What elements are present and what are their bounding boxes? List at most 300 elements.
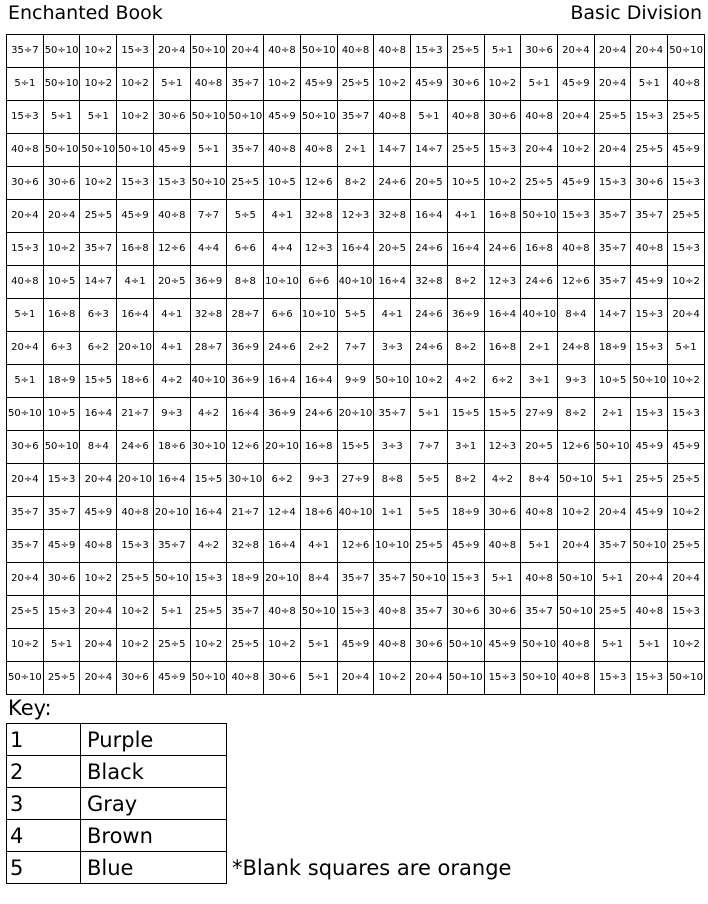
- grid-cell[interactable]: 25÷5: [43, 662, 80, 695]
- grid-cell[interactable]: 20÷4: [7, 464, 44, 497]
- grid-cell[interactable]: 6÷6: [300, 266, 337, 299]
- grid-cell[interactable]: 50÷10: [447, 662, 484, 695]
- grid-cell[interactable]: 18÷6: [300, 497, 337, 530]
- grid-cell[interactable]: 16÷8: [521, 233, 558, 266]
- grid-cell[interactable]: 16÷4: [447, 233, 484, 266]
- grid-cell[interactable]: 25÷5: [227, 167, 264, 200]
- grid-cell[interactable]: 50÷10: [153, 563, 190, 596]
- grid-cell[interactable]: 40÷8: [668, 68, 705, 101]
- grid-cell[interactable]: 5÷5: [337, 299, 374, 332]
- grid-cell[interactable]: 10÷2: [374, 662, 411, 695]
- grid-cell[interactable]: 5÷1: [594, 629, 631, 662]
- grid-cell[interactable]: 32÷8: [227, 530, 264, 563]
- grid-cell[interactable]: 20÷5: [411, 167, 448, 200]
- grid-cell[interactable]: 10÷2: [190, 629, 227, 662]
- grid-cell[interactable]: 24÷6: [411, 299, 448, 332]
- grid-cell[interactable]: 5÷1: [153, 596, 190, 629]
- grid-cell[interactable]: 50÷10: [631, 365, 668, 398]
- grid-cell[interactable]: 7÷7: [190, 200, 227, 233]
- grid-cell[interactable]: 45÷9: [264, 101, 301, 134]
- grid-cell[interactable]: 20÷4: [7, 332, 44, 365]
- grid-cell[interactable]: 25÷5: [668, 530, 705, 563]
- grid-cell[interactable]: 12÷6: [337, 530, 374, 563]
- grid-cell[interactable]: 15÷3: [631, 398, 668, 431]
- grid-cell[interactable]: 5÷1: [7, 299, 44, 332]
- grid-cell[interactable]: 4÷1: [447, 200, 484, 233]
- grid-cell[interactable]: 15÷3: [190, 563, 227, 596]
- grid-cell[interactable]: 20÷4: [558, 35, 595, 68]
- grid-cell[interactable]: 20÷4: [411, 662, 448, 695]
- grid-cell[interactable]: 32÷8: [411, 266, 448, 299]
- grid-cell[interactable]: 10÷2: [374, 68, 411, 101]
- grid-cell[interactable]: 35÷7: [7, 497, 44, 530]
- grid-cell[interactable]: 5÷1: [80, 101, 117, 134]
- grid-cell[interactable]: 24÷8: [558, 332, 595, 365]
- grid-cell[interactable]: 40÷8: [227, 662, 264, 695]
- grid-cell[interactable]: 45÷9: [117, 200, 154, 233]
- grid-cell[interactable]: 50÷10: [300, 35, 337, 68]
- grid-cell[interactable]: 40÷8: [264, 35, 301, 68]
- grid-cell[interactable]: 2÷2: [300, 332, 337, 365]
- grid-cell[interactable]: 50÷10: [190, 167, 227, 200]
- grid-cell[interactable]: 18÷9: [227, 563, 264, 596]
- grid-cell[interactable]: 20÷4: [668, 299, 705, 332]
- grid-cell[interactable]: 35÷7: [7, 35, 44, 68]
- grid-cell[interactable]: 15÷3: [668, 167, 705, 200]
- grid-cell[interactable]: 50÷10: [558, 563, 595, 596]
- grid-cell[interactable]: 50÷10: [43, 431, 80, 464]
- grid-cell[interactable]: 4÷1: [374, 299, 411, 332]
- grid-cell[interactable]: 10÷5: [594, 365, 631, 398]
- grid-cell[interactable]: 25÷5: [337, 68, 374, 101]
- grid-cell[interactable]: 50÷10: [43, 134, 80, 167]
- grid-cell[interactable]: 10÷2: [80, 167, 117, 200]
- grid-cell[interactable]: 15÷3: [558, 200, 595, 233]
- grid-cell[interactable]: 40÷8: [447, 101, 484, 134]
- grid-cell[interactable]: 10÷2: [558, 134, 595, 167]
- grid-cell[interactable]: 10÷2: [117, 596, 154, 629]
- grid-cell[interactable]: 10÷2: [264, 68, 301, 101]
- grid-cell[interactable]: 35÷7: [7, 530, 44, 563]
- grid-cell[interactable]: 50÷10: [558, 464, 595, 497]
- grid-cell[interactable]: 15÷3: [484, 134, 521, 167]
- grid-cell[interactable]: 10÷2: [117, 68, 154, 101]
- grid-cell[interactable]: 40÷10: [337, 497, 374, 530]
- grid-cell[interactable]: 20÷4: [594, 35, 631, 68]
- grid-cell[interactable]: 35÷7: [80, 233, 117, 266]
- grid-cell[interactable]: 40÷8: [558, 629, 595, 662]
- grid-cell[interactable]: 6÷2: [264, 464, 301, 497]
- grid-cell[interactable]: 8÷4: [558, 299, 595, 332]
- grid-cell[interactable]: 25÷5: [190, 596, 227, 629]
- grid-cell[interactable]: 10÷10: [374, 530, 411, 563]
- grid-cell[interactable]: 25÷5: [7, 596, 44, 629]
- grid-cell[interactable]: 45÷9: [300, 68, 337, 101]
- grid-cell[interactable]: 45÷9: [80, 497, 117, 530]
- grid-cell[interactable]: 25÷5: [631, 464, 668, 497]
- grid-cell[interactable]: 6÷3: [43, 332, 80, 365]
- grid-cell[interactable]: 50÷10: [80, 134, 117, 167]
- grid-cell[interactable]: 50÷10: [447, 629, 484, 662]
- grid-cell[interactable]: 15÷5: [484, 398, 521, 431]
- grid-cell[interactable]: 8÷2: [558, 398, 595, 431]
- grid-cell[interactable]: 50÷10: [521, 200, 558, 233]
- grid-cell[interactable]: 50÷10: [190, 35, 227, 68]
- grid-cell[interactable]: 24÷6: [117, 431, 154, 464]
- grid-cell[interactable]: 30÷6: [7, 431, 44, 464]
- grid-cell[interactable]: 30÷6: [153, 101, 190, 134]
- grid-cell[interactable]: 50÷10: [521, 662, 558, 695]
- grid-cell[interactable]: 30÷6: [43, 563, 80, 596]
- grid-cell[interactable]: 3÷3: [374, 431, 411, 464]
- grid-cell[interactable]: 10÷2: [484, 68, 521, 101]
- grid-cell[interactable]: 8÷4: [80, 431, 117, 464]
- grid-cell[interactable]: 20÷4: [668, 563, 705, 596]
- grid-cell[interactable]: 30÷6: [264, 662, 301, 695]
- grid-cell[interactable]: 4÷2: [190, 530, 227, 563]
- grid-cell[interactable]: 15÷5: [190, 464, 227, 497]
- grid-cell[interactable]: 4÷1: [117, 266, 154, 299]
- grid-cell[interactable]: 16÷4: [190, 497, 227, 530]
- grid-cell[interactable]: 10÷2: [264, 629, 301, 662]
- grid-cell[interactable]: 16÷4: [374, 266, 411, 299]
- grid-cell[interactable]: 15÷3: [117, 530, 154, 563]
- grid-cell[interactable]: 24÷6: [484, 233, 521, 266]
- grid-cell[interactable]: 16÷4: [337, 233, 374, 266]
- grid-cell[interactable]: 10÷5: [43, 266, 80, 299]
- grid-cell[interactable]: 15÷5: [447, 398, 484, 431]
- grid-cell[interactable]: 45÷9: [43, 530, 80, 563]
- grid-cell[interactable]: 25÷5: [227, 629, 264, 662]
- grid-cell[interactable]: 16÷4: [300, 365, 337, 398]
- grid-cell[interactable]: 40÷10: [337, 266, 374, 299]
- grid-cell[interactable]: 28÷7: [227, 299, 264, 332]
- grid-cell[interactable]: 14÷7: [594, 299, 631, 332]
- grid-cell[interactable]: 9÷3: [300, 464, 337, 497]
- grid-cell[interactable]: 15÷3: [668, 398, 705, 431]
- grid-cell[interactable]: 4÷2: [190, 398, 227, 431]
- grid-cell[interactable]: 25÷5: [668, 464, 705, 497]
- grid-cell[interactable]: 16÷8: [117, 233, 154, 266]
- grid-cell[interactable]: 15÷3: [631, 332, 668, 365]
- grid-cell[interactable]: 2÷1: [521, 332, 558, 365]
- grid-cell[interactable]: 30÷6: [447, 596, 484, 629]
- grid-cell[interactable]: 32÷8: [190, 299, 227, 332]
- grid-cell[interactable]: 6÷6: [264, 299, 301, 332]
- grid-cell[interactable]: 15÷3: [668, 596, 705, 629]
- grid-cell[interactable]: 50÷10: [631, 530, 668, 563]
- grid-cell[interactable]: 45÷9: [631, 266, 668, 299]
- grid-cell[interactable]: 25÷5: [594, 596, 631, 629]
- grid-cell[interactable]: 14÷7: [411, 134, 448, 167]
- grid-cell[interactable]: 10÷2: [80, 68, 117, 101]
- grid-cell[interactable]: 4÷1: [153, 332, 190, 365]
- grid-cell[interactable]: 36÷9: [227, 365, 264, 398]
- grid-cell[interactable]: 10÷2: [43, 233, 80, 266]
- grid-cell[interactable]: 10÷2: [117, 101, 154, 134]
- grid-cell[interactable]: 8÷2: [447, 266, 484, 299]
- grid-cell[interactable]: 14÷7: [374, 134, 411, 167]
- grid-cell[interactable]: 40÷8: [7, 134, 44, 167]
- grid-cell[interactable]: 10÷2: [80, 35, 117, 68]
- grid-cell[interactable]: 16÷4: [264, 530, 301, 563]
- grid-cell[interactable]: 20÷4: [594, 68, 631, 101]
- grid-cell[interactable]: 4÷4: [264, 233, 301, 266]
- grid-cell[interactable]: 10÷5: [447, 167, 484, 200]
- grid-cell[interactable]: 30÷6: [484, 596, 521, 629]
- grid-cell[interactable]: 50÷10: [7, 398, 44, 431]
- grid-cell[interactable]: 4÷1: [300, 530, 337, 563]
- grid-cell[interactable]: 20÷4: [337, 662, 374, 695]
- grid-cell[interactable]: 20÷4: [43, 200, 80, 233]
- grid-cell[interactable]: 25÷5: [521, 167, 558, 200]
- grid-cell[interactable]: 4÷1: [153, 299, 190, 332]
- grid-cell[interactable]: 12÷3: [484, 266, 521, 299]
- grid-cell[interactable]: 6÷2: [80, 332, 117, 365]
- grid-cell[interactable]: 45÷9: [153, 134, 190, 167]
- grid-cell[interactable]: 20÷4: [594, 497, 631, 530]
- grid-cell[interactable]: 45÷9: [447, 530, 484, 563]
- grid-cell[interactable]: 12÷3: [300, 233, 337, 266]
- grid-cell[interactable]: 15÷3: [43, 596, 80, 629]
- grid-cell[interactable]: 5÷1: [411, 398, 448, 431]
- grid-cell[interactable]: 12÷4: [264, 497, 301, 530]
- grid-cell[interactable]: 5÷5: [411, 497, 448, 530]
- grid-cell[interactable]: 40÷8: [153, 200, 190, 233]
- grid-cell[interactable]: 10÷2: [80, 563, 117, 596]
- grid-cell[interactable]: 32÷8: [374, 200, 411, 233]
- grid-cell[interactable]: 18÷6: [153, 431, 190, 464]
- grid-cell[interactable]: 15÷5: [80, 365, 117, 398]
- grid-cell[interactable]: 35÷7: [374, 563, 411, 596]
- grid-cell[interactable]: 50÷10: [374, 365, 411, 398]
- grid-cell[interactable]: 30÷6: [7, 167, 44, 200]
- grid-cell[interactable]: 15÷3: [668, 233, 705, 266]
- grid-cell[interactable]: 8÷8: [374, 464, 411, 497]
- grid-cell[interactable]: 2÷1: [594, 398, 631, 431]
- grid-cell[interactable]: 14÷7: [80, 266, 117, 299]
- grid-cell[interactable]: 20÷10: [337, 398, 374, 431]
- grid-cell[interactable]: 35÷7: [594, 530, 631, 563]
- grid-cell[interactable]: 50÷10: [43, 35, 80, 68]
- grid-cell[interactable]: 20÷4: [153, 35, 190, 68]
- grid-cell[interactable]: 40÷8: [374, 35, 411, 68]
- grid-cell[interactable]: 5÷5: [411, 464, 448, 497]
- grid-cell[interactable]: 28÷7: [190, 332, 227, 365]
- grid-cell[interactable]: 25÷5: [668, 101, 705, 134]
- grid-cell[interactable]: 10÷2: [484, 167, 521, 200]
- grid-cell[interactable]: 9÷3: [153, 398, 190, 431]
- grid-cell[interactable]: 15÷3: [631, 101, 668, 134]
- grid-cell[interactable]: 30÷6: [484, 497, 521, 530]
- grid-cell[interactable]: 40÷8: [631, 596, 668, 629]
- grid-cell[interactable]: 1÷1: [374, 497, 411, 530]
- grid-cell[interactable]: 24÷6: [521, 266, 558, 299]
- grid-cell[interactable]: 24÷6: [411, 332, 448, 365]
- grid-cell[interactable]: 12÷6: [227, 431, 264, 464]
- grid-cell[interactable]: 30÷6: [521, 35, 558, 68]
- grid-cell[interactable]: 45÷9: [484, 629, 521, 662]
- grid-cell[interactable]: 35÷7: [153, 530, 190, 563]
- grid-cell[interactable]: 10÷2: [668, 365, 705, 398]
- grid-cell[interactable]: 35÷7: [337, 563, 374, 596]
- grid-cell[interactable]: 15÷3: [117, 35, 154, 68]
- grid-cell[interactable]: 5÷1: [43, 101, 80, 134]
- grid-cell[interactable]: 45÷9: [668, 431, 705, 464]
- grid-cell[interactable]: 35÷7: [631, 200, 668, 233]
- grid-cell[interactable]: 50÷10: [521, 629, 558, 662]
- grid-cell[interactable]: 40÷8: [631, 233, 668, 266]
- grid-cell[interactable]: 12÷3: [337, 200, 374, 233]
- grid-cell[interactable]: 20÷4: [80, 662, 117, 695]
- grid-cell[interactable]: 3÷1: [447, 431, 484, 464]
- grid-cell[interactable]: 36÷9: [190, 266, 227, 299]
- grid-cell[interactable]: 45÷9: [153, 662, 190, 695]
- grid-cell[interactable]: 10÷2: [668, 497, 705, 530]
- grid-cell[interactable]: 30÷6: [447, 68, 484, 101]
- grid-cell[interactable]: 35÷7: [521, 596, 558, 629]
- grid-cell[interactable]: 4÷2: [484, 464, 521, 497]
- grid-cell[interactable]: 5÷1: [631, 68, 668, 101]
- grid-cell[interactable]: 35÷7: [411, 596, 448, 629]
- grid-cell[interactable]: 25÷5: [153, 629, 190, 662]
- grid-cell[interactable]: 50÷10: [668, 662, 705, 695]
- grid-cell[interactable]: 45÷9: [631, 497, 668, 530]
- grid-cell[interactable]: 40÷10: [190, 365, 227, 398]
- grid-cell[interactable]: 24÷6: [264, 332, 301, 365]
- grid-cell[interactable]: 50÷10: [190, 662, 227, 695]
- grid-cell[interactable]: 10÷2: [668, 629, 705, 662]
- grid-cell[interactable]: 32÷8: [300, 200, 337, 233]
- grid-cell[interactable]: 16÷8: [484, 200, 521, 233]
- grid-cell[interactable]: 10÷2: [7, 629, 44, 662]
- grid-cell[interactable]: 12÷6: [558, 431, 595, 464]
- grid-cell[interactable]: 5÷1: [411, 101, 448, 134]
- grid-cell[interactable]: 40÷8: [117, 497, 154, 530]
- grid-cell[interactable]: 8÷2: [337, 167, 374, 200]
- grid-cell[interactable]: 50÷10: [117, 134, 154, 167]
- grid-cell[interactable]: 20÷4: [594, 134, 631, 167]
- grid-cell[interactable]: 16÷4: [80, 398, 117, 431]
- grid-cell[interactable]: 35÷7: [337, 101, 374, 134]
- grid-cell[interactable]: 5÷5: [227, 200, 264, 233]
- grid-cell[interactable]: 20÷4: [7, 200, 44, 233]
- grid-cell[interactable]: 18÷9: [43, 365, 80, 398]
- grid-cell[interactable]: 30÷6: [484, 101, 521, 134]
- grid-cell[interactable]: 35÷7: [227, 68, 264, 101]
- grid-cell[interactable]: 6÷3: [80, 299, 117, 332]
- grid-cell[interactable]: 5÷1: [43, 629, 80, 662]
- grid-cell[interactable]: 5÷1: [7, 365, 44, 398]
- grid-cell[interactable]: 40÷8: [521, 497, 558, 530]
- grid-cell[interactable]: 50÷10: [300, 101, 337, 134]
- grid-cell[interactable]: 20÷10: [117, 332, 154, 365]
- grid-cell[interactable]: 5÷1: [190, 134, 227, 167]
- grid-cell[interactable]: 35÷7: [43, 497, 80, 530]
- grid-cell[interactable]: 40÷8: [7, 266, 44, 299]
- grid-cell[interactable]: 5÷1: [631, 629, 668, 662]
- grid-cell[interactable]: 20÷5: [153, 266, 190, 299]
- grid-cell[interactable]: 30÷6: [631, 167, 668, 200]
- grid-cell[interactable]: 30÷10: [227, 464, 264, 497]
- grid-cell[interactable]: 3÷3: [374, 332, 411, 365]
- grid-cell[interactable]: 20÷4: [80, 464, 117, 497]
- grid-cell[interactable]: 25÷5: [447, 134, 484, 167]
- grid-cell[interactable]: 18÷6: [117, 365, 154, 398]
- grid-cell[interactable]: 20÷4: [521, 134, 558, 167]
- grid-cell[interactable]: 3÷1: [521, 365, 558, 398]
- grid-cell[interactable]: 50÷10: [300, 596, 337, 629]
- grid-cell[interactable]: 10÷2: [558, 497, 595, 530]
- grid-cell[interactable]: 36÷9: [447, 299, 484, 332]
- grid-cell[interactable]: 24÷6: [374, 167, 411, 200]
- grid-cell[interactable]: 10÷10: [264, 266, 301, 299]
- grid-cell[interactable]: 2÷1: [337, 134, 374, 167]
- grid-cell[interactable]: 15÷3: [411, 35, 448, 68]
- grid-cell[interactable]: 30÷6: [117, 662, 154, 695]
- grid-cell[interactable]: 25÷5: [668, 200, 705, 233]
- grid-cell[interactable]: 4÷1: [264, 200, 301, 233]
- grid-cell[interactable]: 20÷5: [374, 233, 411, 266]
- grid-cell[interactable]: 15÷3: [447, 563, 484, 596]
- grid-cell[interactable]: 5÷1: [7, 68, 44, 101]
- grid-cell[interactable]: 4÷2: [447, 365, 484, 398]
- grid-cell[interactable]: 10÷2: [411, 365, 448, 398]
- grid-cell[interactable]: 45÷9: [631, 431, 668, 464]
- grid-cell[interactable]: 40÷8: [337, 35, 374, 68]
- grid-cell[interactable]: 35÷7: [594, 266, 631, 299]
- grid-cell[interactable]: 45÷9: [558, 68, 595, 101]
- grid-cell[interactable]: 16÷4: [117, 299, 154, 332]
- grid-cell[interactable]: 30÷10: [190, 431, 227, 464]
- grid-cell[interactable]: 40÷8: [374, 629, 411, 662]
- grid-cell[interactable]: 45÷9: [337, 629, 374, 662]
- grid-cell[interactable]: 12÷6: [558, 266, 595, 299]
- grid-cell[interactable]: 20÷10: [264, 563, 301, 596]
- grid-cell[interactable]: 16÷8: [300, 431, 337, 464]
- grid-cell[interactable]: 20÷4: [80, 629, 117, 662]
- grid-cell[interactable]: 15÷3: [631, 662, 668, 695]
- grid-cell[interactable]: 50÷10: [227, 101, 264, 134]
- grid-cell[interactable]: 25÷5: [80, 200, 117, 233]
- grid-cell[interactable]: 5÷1: [484, 563, 521, 596]
- grid-cell[interactable]: 20÷4: [558, 530, 595, 563]
- grid-cell[interactable]: 15÷3: [117, 167, 154, 200]
- grid-cell[interactable]: 40÷8: [558, 233, 595, 266]
- grid-cell[interactable]: 40÷8: [264, 596, 301, 629]
- grid-cell[interactable]: 20÷10: [264, 431, 301, 464]
- grid-cell[interactable]: 15÷3: [594, 662, 631, 695]
- grid-cell[interactable]: 18÷9: [594, 332, 631, 365]
- grid-cell[interactable]: 40÷10: [521, 299, 558, 332]
- grid-cell[interactable]: 16÷4: [227, 398, 264, 431]
- grid-cell[interactable]: 20÷10: [117, 464, 154, 497]
- grid-cell[interactable]: 40÷8: [521, 563, 558, 596]
- grid-cell[interactable]: 16÷4: [484, 299, 521, 332]
- grid-cell[interactable]: 36÷9: [227, 332, 264, 365]
- grid-cell[interactable]: 40÷8: [521, 101, 558, 134]
- grid-cell[interactable]: 27÷9: [337, 464, 374, 497]
- grid-cell[interactable]: 21÷7: [227, 497, 264, 530]
- grid-cell[interactable]: 24÷6: [300, 398, 337, 431]
- grid-cell[interactable]: 40÷8: [300, 134, 337, 167]
- grid-cell[interactable]: 15÷3: [594, 167, 631, 200]
- grid-cell[interactable]: 40÷8: [374, 596, 411, 629]
- grid-cell[interactable]: 10÷2: [668, 266, 705, 299]
- grid-cell[interactable]: 7÷7: [411, 431, 448, 464]
- grid-cell[interactable]: 50÷10: [7, 662, 44, 695]
- grid-cell[interactable]: 20÷10: [153, 497, 190, 530]
